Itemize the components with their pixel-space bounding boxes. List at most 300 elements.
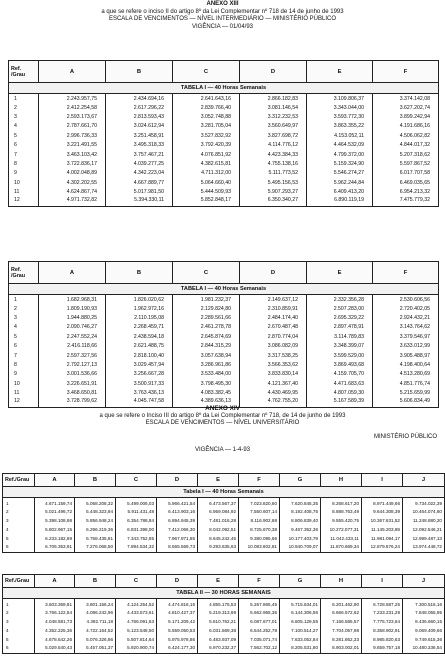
ref-cell: 7 [9, 150, 39, 159]
table-row [9, 388, 439, 397]
value-cell: 6.233.182,69 [35, 534, 75, 543]
value-cell: 6.409.413,20 [307, 187, 373, 196]
value-cell: 3.029.457,94 [106, 360, 173, 369]
value-cell: 2.897.478,91 [307, 323, 373, 332]
value-cell: 3.560.649,97 [240, 122, 307, 131]
value-cell: 2.149.637,12 [240, 295, 307, 304]
value-cell: 2.617.296,22 [106, 103, 173, 112]
value-cell: 8.358.902,91 [362, 626, 403, 635]
value-cell: 3.495.318,33 [106, 140, 173, 149]
value-cell: 4.392.711,18 [75, 617, 116, 626]
value-cell: 2.129.824,80 [173, 304, 240, 313]
value-cell: 8.888.763,49 [321, 507, 362, 516]
value-cell: 3.728.799,62 [39, 398, 106, 407]
value-cell: 4.159.705,70 [307, 370, 373, 379]
table-row [9, 295, 439, 304]
table-row [9, 304, 439, 313]
annex-xiv-header [0, 405, 445, 428]
annex-xiv-validity: VIGÊNCIA — 1-4-93 [194, 447, 251, 453]
value-cell: 5.171.209,42 [157, 617, 198, 626]
value-cell: 10.083.602,81 [239, 543, 280, 552]
value-cell: 3.221.491,55 [39, 140, 106, 149]
value-cell: 5.123.548,50 [116, 626, 157, 635]
value-cell: 5.546.274,27 [307, 169, 373, 178]
value-cell: 4.711.312,00 [173, 169, 240, 178]
value-cell: 4.624.867,74 [39, 187, 106, 196]
value-cell: 3.905.488,97 [373, 351, 439, 360]
column-header: E [307, 61, 373, 83]
salary-table-intermediate-1 [8, 60, 439, 207]
ref-cell: 12 [9, 398, 39, 407]
value-cell: 3.057.638,94 [173, 351, 240, 360]
value-cell: 7.300.516,16 [403, 599, 445, 608]
ref-cell: 6 [3, 644, 35, 653]
value-cell: 6.296.219,36 [75, 525, 116, 534]
value-cell: 7.035.071,74 [239, 635, 280, 644]
value-cell: 11.870.669,34 [321, 543, 362, 552]
ref-cell: 4 [9, 122, 39, 131]
value-cell: 1.944.880,25 [39, 313, 106, 322]
table-row [9, 122, 439, 131]
value-cell: 5.076.326,86 [75, 635, 116, 644]
table-row [3, 644, 445, 653]
value-cell: 7.848.055,95 [403, 608, 445, 617]
ref-cell: 2 [3, 608, 35, 617]
value-cell: 3.869.493,68 [307, 360, 373, 369]
table-row [9, 323, 439, 332]
value-cell: 6.473.567,37 [198, 498, 239, 507]
value-cell: 4.048.581,73 [35, 617, 75, 626]
value-cell: 5.064.660,40 [173, 178, 240, 187]
table-row [9, 341, 439, 350]
value-cell: 4.844.017,32 [373, 140, 439, 149]
value-cell: 2.310.859,91 [240, 304, 307, 313]
value-cell: 2.090.746,27 [39, 323, 106, 332]
column-header: C [173, 262, 240, 284]
column-header: D [240, 61, 307, 83]
ref-grau-header: Ref./Grau [3, 575, 35, 588]
value-cell: 4.302.202,55 [39, 178, 106, 187]
value-cell: 4.086.242,96 [75, 608, 116, 617]
value-cell: 4.153.052,11 [307, 131, 373, 140]
value-cell: 3.343.044,00 [307, 103, 373, 112]
ref-cell: 12 [9, 197, 39, 206]
value-cell: 2.247.552,24 [39, 332, 106, 341]
value-cell: 5.966.421,54 [157, 498, 198, 507]
value-cell: 5.597.867,52 [373, 159, 439, 168]
value-cell: 3.833.830,14 [240, 370, 307, 379]
value-cell: 6.424.177,30 [157, 644, 198, 653]
value-cell: 5.398.108,98 [35, 516, 75, 525]
value-cell: 7.633.052,84 [280, 635, 321, 644]
column-header: I [362, 575, 403, 588]
table-row [3, 498, 445, 507]
ref-cell: 4 [9, 323, 39, 332]
column-header: G [280, 575, 321, 588]
table-row [3, 543, 445, 552]
ref-cell: 2 [9, 103, 39, 112]
value-cell: 8.042.092,51 [198, 525, 239, 534]
ref-cell: 5 [3, 534, 35, 543]
value-cell: 4.342.223,04 [106, 169, 173, 178]
column-header: C [116, 575, 157, 588]
value-cell: 2.844.315,29 [173, 341, 240, 350]
value-cell: 2.839.766,40 [173, 103, 240, 112]
table-row [9, 313, 439, 322]
value-cell: 4.198.400,64 [373, 360, 439, 369]
value-cell: 3.792.420,39 [173, 140, 240, 149]
column-header: B [75, 575, 116, 588]
value-cell: 8.436.660,15 [403, 617, 445, 626]
value-cell: 4.433.573,61 [116, 608, 157, 617]
value-cell: 4.474.816,15 [157, 599, 198, 608]
value-cell: 13.974.448,72 [403, 543, 445, 552]
value-cell: 2.924.432,21 [373, 313, 439, 322]
value-cell: 3.500.917,33 [106, 379, 173, 388]
salary-table-intermediate-2 [8, 261, 439, 408]
value-cell: 12.092.546,21 [403, 525, 445, 534]
ref-cell: 6 [3, 543, 35, 552]
value-cell: 5.559.050,53 [157, 626, 198, 635]
value-cell: 5.444.509,93 [173, 187, 240, 196]
ref-cell: 5 [3, 635, 35, 644]
value-cell: 4.464.532,09 [307, 140, 373, 149]
value-cell: 6.954.213,32 [373, 187, 439, 196]
value-cell: 8.903.002,01 [321, 644, 362, 653]
value-cell: 8.565.569,73 [157, 543, 198, 552]
table-row [3, 599, 445, 608]
ref-cell: 2 [3, 507, 35, 516]
value-cell: 4.671.159,74 [35, 498, 75, 507]
value-cell: 3.827.698,72 [240, 131, 307, 140]
value-cell: 5.962.244,84 [307, 178, 373, 187]
value-cell: 6.768.435,81 [75, 534, 116, 543]
ref-cell: 9 [9, 370, 39, 379]
value-cell: 3.533.484,00 [173, 370, 240, 379]
value-cell: 4.352.225,36 [35, 626, 75, 635]
value-cell: 5.394.330,11 [106, 197, 173, 206]
table-row [9, 94, 439, 103]
value-cell: 3.503.369,81 [35, 599, 75, 608]
value-cell: 5.159.324,90 [307, 159, 373, 168]
value-cell: 5.907.293,27 [240, 187, 307, 196]
value-cell: 3.468.650,81 [39, 388, 106, 397]
column-header: C [173, 61, 240, 83]
value-cell: 5.215.659,99 [373, 388, 439, 397]
value-cell: 4.807.059,30 [307, 388, 373, 397]
table-row [9, 379, 439, 388]
value-cell: 3.566.353,62 [240, 360, 307, 369]
value-cell: 9.734.022,39 [403, 498, 445, 507]
value-cell: 7.775.723,64 [362, 617, 403, 626]
value-cell: 6.666.572,62 [321, 608, 362, 617]
value-cell: 3.251.458,91 [106, 131, 173, 140]
annex-xiv-reference: a que se refere o Inciso III do artigo 8º da Lei Complementar nº 718, de 14 de junho de 1993 [99, 412, 346, 419]
value-cell: 6.201.462,90 [321, 599, 362, 608]
column-header: A [39, 262, 106, 284]
table-title: TABELA I — 40 Horas Semanais [9, 284, 439, 295]
column-header: A [39, 61, 106, 83]
value-cell: 1.809.190,93 [39, 304, 106, 313]
value-cell: 7.620.845,35 [280, 498, 321, 507]
value-cell: 3.052.748,88 [173, 112, 240, 121]
value-cell: 5.856.948,24 [75, 516, 116, 525]
value-cell: 4.083.382,45 [173, 388, 240, 397]
value-cell: 3.317.538,25 [240, 351, 307, 360]
value-cell: 8.645.242,45 [198, 534, 239, 543]
value-cell: 4.114.776,12 [240, 140, 307, 149]
salary-table-university-30h [2, 574, 445, 654]
value-cell: 8.971.449,66 [362, 498, 403, 507]
value-cell: 3.899.242,94 [373, 112, 439, 121]
value-cell: 8.116.902,68 [239, 516, 280, 525]
value-cell: 4.506.062,82 [373, 131, 439, 140]
table-row [9, 150, 439, 159]
annex-xiii-header [0, 1, 445, 31]
table-row [9, 131, 439, 140]
value-cell: 3.757.467,21 [106, 150, 173, 159]
value-cell: 3.312.232,53 [240, 112, 307, 121]
value-cell: 4.121.367,40 [240, 379, 307, 388]
value-cell: 2.507.283,00 [307, 304, 373, 313]
value-cell: 7.562.702,12 [239, 644, 280, 653]
value-cell: 7.343.752,85 [116, 534, 157, 543]
column-header: J [403, 575, 445, 588]
table-row [3, 507, 445, 516]
value-cell: 5.207.318,62 [373, 150, 439, 159]
value-cell: 11.145.203,89 [362, 525, 403, 534]
column-header: F [373, 61, 439, 83]
value-cell: 2.530.606,56 [373, 295, 439, 304]
value-cell: 6.894.945,39 [157, 516, 198, 525]
column-header: G [280, 474, 321, 487]
value-cell: 4.382.615,81 [173, 159, 240, 168]
value-cell: 4.124.254,52 [116, 599, 157, 608]
value-cell: 2.461.278,78 [173, 323, 240, 332]
value-cell: 2.110.195,08 [106, 313, 173, 322]
value-cell: 5.499.006,03 [116, 498, 157, 507]
value-cell: 2.412.254,58 [39, 103, 106, 112]
ref-cell: 9 [9, 169, 39, 178]
value-cell: 7.704.057,98 [321, 626, 362, 635]
value-cell: 11.248.880,20 [403, 516, 445, 525]
value-cell: 4.471.683,63 [307, 379, 373, 388]
ref-cell: 8 [9, 360, 39, 369]
annex-xiv-title: ANEXO XIV [205, 405, 240, 412]
value-cell: 2.416.118,66 [39, 341, 106, 350]
value-cell: 2.787.661,70 [39, 122, 106, 131]
column-header: A [35, 474, 75, 487]
ref-cell: 6 [9, 341, 39, 350]
value-cell: 3.024.612,94 [106, 122, 173, 131]
value-cell: 6.350.340,27 [240, 197, 307, 206]
value-cell: 10.177.403,79 [280, 534, 321, 543]
value-cell: 2.484.174,40 [240, 313, 307, 322]
value-cell: 3.226.651,91 [39, 379, 106, 388]
table-row [9, 159, 439, 168]
value-cell: 3.286.961,86 [173, 360, 240, 369]
value-cell: 2.289.561,66 [173, 313, 240, 322]
table-row [9, 140, 439, 149]
value-cell: 4.855.175,53 [198, 599, 239, 608]
value-cell: 2.695.329,22 [307, 313, 373, 322]
table-title: Tabela I — 40 Horas Semanais [3, 487, 445, 498]
value-cell: 1.962.972,16 [106, 304, 173, 313]
value-cell: 3.143.764,62 [373, 323, 439, 332]
value-cell: 6.706.353,91 [35, 543, 75, 552]
value-cell: 5.802.967,15 [35, 525, 75, 534]
ref-grau-header: Ref. /Grau [9, 262, 39, 284]
value-cell: 8.725.670,38 [239, 525, 280, 534]
ref-cell: 4 [3, 525, 35, 534]
value-cell: 4.667.889,77 [106, 178, 173, 187]
ref-cell: 3 [3, 617, 35, 626]
value-cell: 4.423.384,33 [240, 150, 307, 159]
ref-cell: 10 [9, 379, 39, 388]
value-cell: 5.911.431,48 [116, 507, 157, 516]
value-cell: 9.467.352,36 [280, 525, 321, 534]
table-row [3, 525, 445, 534]
value-cell: 5.507.814,64 [116, 635, 157, 644]
value-cell: 7.475.779,32 [373, 197, 439, 206]
value-cell: 4.722.164,52 [75, 626, 116, 635]
column-header: B [106, 61, 173, 83]
value-cell: 6.413.903,16 [157, 507, 198, 516]
value-cell: 2.870.774,04 [240, 332, 307, 341]
value-cell: 5.606.834,49 [373, 398, 439, 407]
value-cell: 9.749.615,36 [403, 635, 445, 644]
column-header: D [157, 474, 198, 487]
value-cell: 5.111.773,52 [240, 169, 307, 178]
value-cell: 2.434.694,16 [106, 94, 173, 103]
value-cell: 10.272.077,31 [321, 525, 362, 534]
value-cell: 3.627.202,74 [373, 103, 439, 112]
ref-cell: 4 [3, 626, 35, 635]
value-cell: 2.621.488,75 [106, 341, 173, 350]
value-cell: 5.610.762,21 [198, 617, 239, 626]
value-cell: 3.722.836,17 [39, 159, 106, 168]
column-header: H [321, 474, 362, 487]
value-cell: 6.605.129,55 [280, 617, 321, 626]
column-header: F [239, 575, 280, 588]
table-title: TABELA I — 40 Horas Semanais [9, 83, 439, 94]
value-cell: 10.480.336,54 [403, 644, 445, 653]
value-cell: 7.967.971,85 [157, 534, 198, 543]
value-cell: 10.464.074,60 [403, 507, 445, 516]
value-cell: 6.017.707,58 [373, 169, 439, 178]
value-cell: 2.818.100,40 [106, 351, 173, 360]
ref-cell: 1 [3, 599, 35, 608]
value-cell: 12.879.676,24 [362, 543, 403, 552]
column-header: F [373, 262, 439, 284]
table-row [3, 626, 445, 635]
organization-label: MINISTÉRIO PÚBLICO [373, 434, 437, 440]
value-cell: 3.801.156,24 [75, 599, 116, 608]
value-cell: 4.045.747,58 [106, 398, 173, 407]
column-header: F [239, 474, 280, 487]
value-cell: 4.076.851,92 [173, 150, 240, 159]
salary-table-university-40h [2, 473, 445, 553]
value-cell: 6.728.587,25 [362, 599, 403, 608]
value-cell: 2.641.643,16 [173, 94, 240, 103]
value-cell: 3.527.832,92 [173, 131, 240, 140]
table-row [9, 351, 439, 360]
table-row [9, 112, 439, 121]
ref-cell: 1 [9, 295, 39, 304]
column-header: D [157, 575, 198, 588]
value-cell: 7.166.565,57 [321, 617, 362, 626]
column-header: B [106, 262, 173, 284]
value-cell: 3.086.082,09 [240, 341, 307, 350]
column-header: H [321, 575, 362, 588]
value-cell: 3.379.546,97 [373, 332, 439, 341]
value-cell: 7.233.231,29 [362, 608, 403, 617]
column-header: B [75, 474, 116, 487]
table-row [3, 608, 445, 617]
value-cell: 4.810.427,37 [157, 608, 198, 617]
value-cell: 5.448.323,94 [75, 507, 116, 516]
value-cell: 5.662.955,36 [239, 608, 280, 617]
value-cell: 4.191.686,16 [373, 122, 439, 131]
column-header: E [198, 575, 239, 588]
column-header: E [198, 474, 239, 487]
value-cell: 2.720.402,05 [373, 304, 439, 313]
table-row [3, 534, 445, 543]
ref-cell: 8 [9, 159, 39, 168]
value-cell: 2.438.594,18 [106, 332, 173, 341]
value-cell: 5.167.589,39 [307, 398, 373, 407]
value-cell: 6.087.677,01 [239, 617, 280, 626]
value-cell: 1.981.232,37 [173, 295, 240, 304]
value-cell: 12.999.487,13 [403, 534, 445, 543]
value-cell: 2.243.957,75 [39, 94, 106, 103]
value-cell: 4.039.277,25 [106, 159, 173, 168]
value-cell: 3.763.436,13 [106, 388, 173, 397]
table-row [9, 197, 439, 206]
column-header: A [35, 575, 75, 588]
value-cell: 2.593.173,67 [39, 112, 106, 121]
value-cell: 4.430.469,95 [240, 388, 307, 397]
value-cell: 7.023.820,60 [239, 498, 280, 507]
table-row [9, 178, 439, 187]
ref-cell: 6 [9, 140, 39, 149]
value-cell: 6.483.937,09 [198, 635, 239, 644]
value-cell: 5.852.848,17 [173, 197, 240, 206]
value-cell: 9.380.095,66 [239, 534, 280, 543]
value-cell: 3.593.772,30 [307, 112, 373, 121]
table-row [3, 617, 445, 626]
value-cell: 4.799.372,00 [307, 150, 373, 159]
ref-cell: 11 [9, 187, 39, 196]
ref-cell: 10 [9, 178, 39, 187]
value-cell: 2.866.182,83 [240, 94, 307, 103]
table-row [9, 103, 439, 112]
ref-cell: 1 [3, 498, 35, 507]
value-cell: 5.715.634,01 [280, 599, 321, 608]
value-cell: 2.996.736,33 [39, 131, 106, 140]
value-cell: 6.544.252,78 [239, 626, 280, 635]
value-cell: 7.276.068,50 [75, 543, 116, 552]
table-row [9, 332, 439, 341]
value-cell: 7.481.016,28 [198, 516, 239, 525]
value-cell: 7.894.534,32 [116, 543, 157, 552]
value-cell: 9.659.757,18 [362, 644, 403, 653]
column-header: I [362, 474, 403, 487]
ref-cell: 11 [9, 388, 39, 397]
value-cell: 4.755.138,16 [240, 159, 307, 168]
value-cell: 9.555.420,75 [321, 516, 362, 525]
value-cell: 5.267.865,45 [239, 599, 280, 608]
